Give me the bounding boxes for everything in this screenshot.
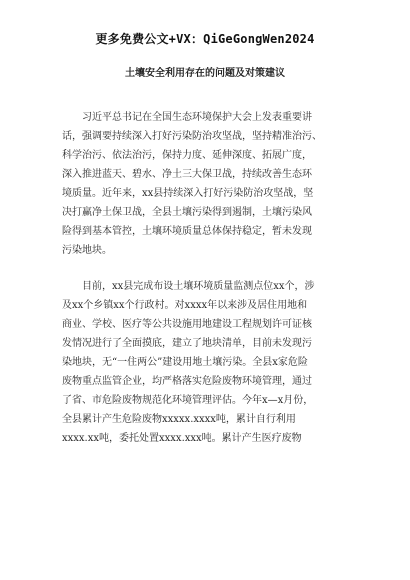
paragraph-2 <box>62 277 354 448</box>
text-line: 境质量。近年来，xx县持续深入打好污染防治攻坚战，坚 <box>62 188 314 199</box>
text-line: 商业、学校、医疗等公共设施用地建设工程规划许可证核 <box>62 319 312 330</box>
document-title: 土壤安全利用存在的问题及对策建议 <box>125 68 285 79</box>
text-line: 染地块，无“一住两公”建设用地土壤污染。全县x家危险 <box>62 357 308 368</box>
text-line: 险得到基本管控，土壤环境质量总体保持稳定，暂未发现 <box>62 226 312 237</box>
text-line: 目前，xx县完成布设土壤环境质量监测点位xx个，涉 <box>62 281 315 292</box>
text-line: xxxx.xx吨，委托处置xxxx.xxx吨。累计产生医疗废物 <box>62 433 302 444</box>
text-line: 污染地块。 <box>62 245 112 256</box>
paragraph-spacer <box>62 260 354 277</box>
text-line: 全县累计产生危险废物xxxxx.xxxx吨，累计自行利用 <box>62 414 296 425</box>
document-body <box>62 108 354 448</box>
text-line: 发情况进行了全面摸底，建立了地块清单，目前未发现污 <box>62 338 312 349</box>
text-line: 决打赢净土保卫战，全县土壤污染得到遏制，土壤污染风 <box>62 207 312 218</box>
text-line: 科学治污、依法治污，保持力度、延伸深度、拓展广度， <box>62 150 312 161</box>
text-line: 了省、市危险废物规范化环境管理评估。今年x—x月份， <box>62 395 314 406</box>
text-line: 话，强调要持续深入打好污染防治攻坚战，坚持精准治污、 <box>62 131 322 142</box>
paragraph-1 <box>62 108 354 260</box>
text-line: 深入推进蓝天、碧水、净土三大保卫战，持续改善生态环 <box>62 169 312 180</box>
text-line: 及xx个乡镇xx个行政村。对xxxx年以来涉及居住用地和 <box>62 300 308 311</box>
text-line: 习近平总书记在全国生态环境保护大会上发表重要讲 <box>62 112 312 123</box>
text-line: 废物重点监管企业，均严格落实危险废物环境管理，通过 <box>62 376 312 387</box>
promo-banner: 更多免费公文+VX：QiGeGongWen2024 <box>95 32 315 46</box>
